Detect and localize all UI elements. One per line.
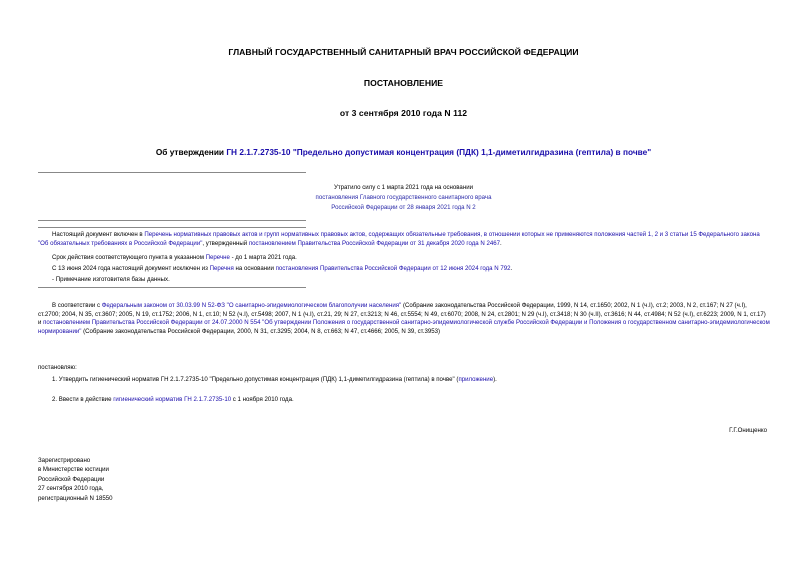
body-text: В соответствии с <box>52 302 102 309</box>
registration-line: в Министерстве юстиции <box>38 466 109 474</box>
revocation-link-2[interactable]: Российской Федерации от 28 января 2021 года N 2 <box>331 204 476 211</box>
body-text: (Собрание законодательства Российской Федерации, 1999, N 14, ст.1650; 2002, N 1 (ч.I), ст.2; 2003, N 2, ст.167; N 27 (ч.I), ст.2700; 2004, N 35, ст.3607; 2005, N 19, ст.1752; 2006, N 1, ст.10; N 52 (ч.I), ст.5498; 2007, N 1 (ч.I), ст.21, 29; N 27, ст.3213; N 46, ст.5554; N 49, ст.6070; 2008, N 24, ст.2801; N 29 (ч.I), ст.3418; N 30 (ч.II), ст.3616; N 44, ст.4984; N 52 (ч.I), ст.6223; 2009, N 1, ст.17) и <box>38 302 766 327</box>
note-paragraph-inclusion <box>38 231 770 248</box>
title-prefix: Об утверждении <box>155 147 227 157</box>
item-1 <box>52 376 497 384</box>
title-link[interactable]: ГН 2.1.7.2735-10 "Предельно допустимая концентрация (ПДК) 1,1-диметилгидразина (гептила) в почве" <box>226 147 652 157</box>
divider <box>38 287 306 288</box>
government-decree-2024-link[interactable]: постановления Правительства Российской Федерации от 12 июня 2024 года N 792 <box>275 265 511 272</box>
registration-line: Российской Федерации <box>38 475 105 483</box>
resolve-text: постановляю: <box>38 364 77 371</box>
note-text: . <box>510 265 513 272</box>
revocation-note <box>250 183 557 213</box>
body-text: с 1 ноября 2010 года. <box>231 396 294 403</box>
hygiene-standard-link[interactable]: гигиенический норматив ГН 2.1.7.2735-10 <box>113 396 232 403</box>
divider <box>38 172 306 173</box>
body-text: ). <box>493 376 497 383</box>
body-text: 1. Утвердить гигиенический норматив ГН 2.1.7.2735-10 "Предельно допустимая концентрация (ПДК) 1,1-диметилгидразина (гептила) в почве" ( <box>52 376 459 383</box>
revocation-link-1[interactable]: постановления Главного государственного санитарного врача <box>315 194 492 201</box>
registration-block <box>38 456 113 503</box>
government-decree-554-link[interactable]: постановлением Правительства Российской Федерации от 24.07.2000 N 554 "Об утверждении Положения о государственной санитарно-эпидемиологической службе Российской Федерации и Положения о государственном санитарно-эпидемиологическом нормировании" <box>38 319 770 335</box>
note-paragraph-exclusion <box>52 265 512 273</box>
appendix-link[interactable]: приложение <box>458 376 494 383</box>
federal-law-link[interactable]: Федеральным законом от 30.03.99 N 52-ФЗ "О санитарно-эпидемиологическом благополучии населения" <box>101 302 402 309</box>
divider <box>38 220 306 221</box>
note-paragraph-term <box>52 254 297 262</box>
document-type: ПОСТАНОВЛЕНИЕ <box>363 78 444 88</box>
note-text: , утвержденный <box>202 239 249 247</box>
list-link-short-2[interactable]: Перечня <box>209 265 234 272</box>
body-text: 2. Ввести в действие <box>52 396 114 403</box>
authority-heading: ГЛАВНЫЙ ГОСУДАРСТВЕННЫЙ САНИТАРНЫЙ ВРАЧ РОССИЙСКОЙ ФЕДЕРАЦИИ <box>228 47 579 57</box>
list-link-short[interactable]: Перечне <box>205 254 230 261</box>
legal-basis-paragraph <box>38 302 770 336</box>
government-decree-link[interactable]: постановлением Правительства Российской Федерации от 31 декабря 2020 года N 2467 <box>248 239 501 247</box>
registration-line: Зарегистрировано <box>38 457 91 464</box>
note-text: Срок действия соответствующего пункта в указанном <box>52 254 206 261</box>
registration-line: 27 сентября 2010 года, <box>38 485 104 493</box>
list-link[interactable]: Перечень нормативных правовых актов и групп нормативных правовых актов, содержащих обязательные требования, в отношении которых не применяются положения частей 1, 2 и 3 статьи 15 Федерального закона "Об обязательных требованиях в Российской Федерации" <box>38 231 760 247</box>
revocation-line-1: Утратило силу с 1 марта 2021 года на основании <box>333 184 473 191</box>
database-note: - Примечание изготовителя базы данных. <box>52 276 170 283</box>
note-text: . <box>500 239 502 247</box>
note-text: Настоящий документ включен в <box>52 231 145 238</box>
signature: Г.Г.Онищенко <box>729 427 767 434</box>
document-title <box>0 147 807 157</box>
document-date-number: от 3 сентября 2010 года N 112 <box>339 108 468 118</box>
note-text: - до 1 марта 2021 года. <box>229 254 297 261</box>
body-text: (Собрание законодательства Российской Федерации, 2000, N 31, ст.3295; 2004, N 8, ст.663; N 47, ст.4666; 2005, N 39, ст.3953) <box>81 327 441 335</box>
note-text: на основании <box>233 265 276 272</box>
item-2 <box>52 396 294 404</box>
registration-line: регистрационный N 18550 <box>38 494 113 502</box>
divider <box>38 227 306 228</box>
note-text: С 13 июня 2024 года настоящий документ исключен из <box>52 265 210 272</box>
